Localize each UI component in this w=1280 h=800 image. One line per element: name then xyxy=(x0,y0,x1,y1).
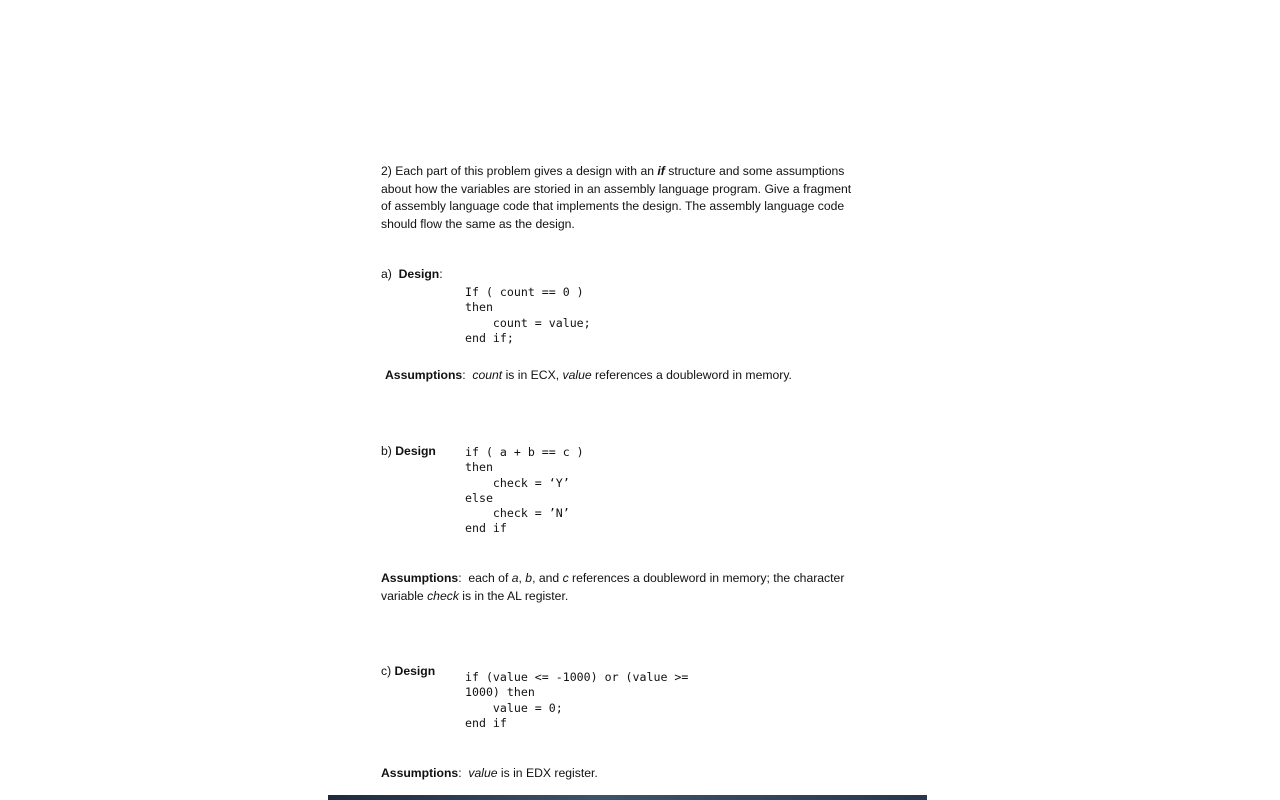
part-b-assumptions-line-1: Assumptions: each of a, b, and c references a doubleword in memory; the character xyxy=(381,571,845,585)
part-b-heading: b) Design xyxy=(381,444,436,458)
part-a-heading: a) Design: xyxy=(381,267,443,281)
intro-line-1: 2) Each part of this problem gives a design with an if structure and some assumptions xyxy=(381,164,845,178)
intro-line-2: about how the variables are storied in an assembly language program. Give a fragment xyxy=(381,181,852,196)
problem-intro xyxy=(381,163,871,233)
intro-line-3: of assembly language code that implements the design. The assembly language code xyxy=(381,199,845,213)
part-a-assumptions: Assumptions: count is in ECX, value references a doubleword in memory. xyxy=(385,368,792,382)
part-c-heading: c) Design xyxy=(381,664,436,678)
part-c-code: if (value <= -1000) or (value >= 1000) then value = 0; end if xyxy=(465,670,689,730)
part-b-assumptions-line-2: variable check is in the AL register. xyxy=(381,588,569,603)
part-c-assumptions: Assumptions: value is in EDX register. xyxy=(381,766,598,780)
part-b-assumptions xyxy=(381,570,871,605)
part-b-code: if ( a + b == c ) then check = ‘Y’ else check = ’N’ end if xyxy=(465,445,584,536)
intro-line-4: should flow the same as the design. xyxy=(381,216,575,231)
page-bottom-strip xyxy=(328,795,927,800)
part-a-code: If ( count == 0 ) then count = value; end if; xyxy=(465,285,591,345)
